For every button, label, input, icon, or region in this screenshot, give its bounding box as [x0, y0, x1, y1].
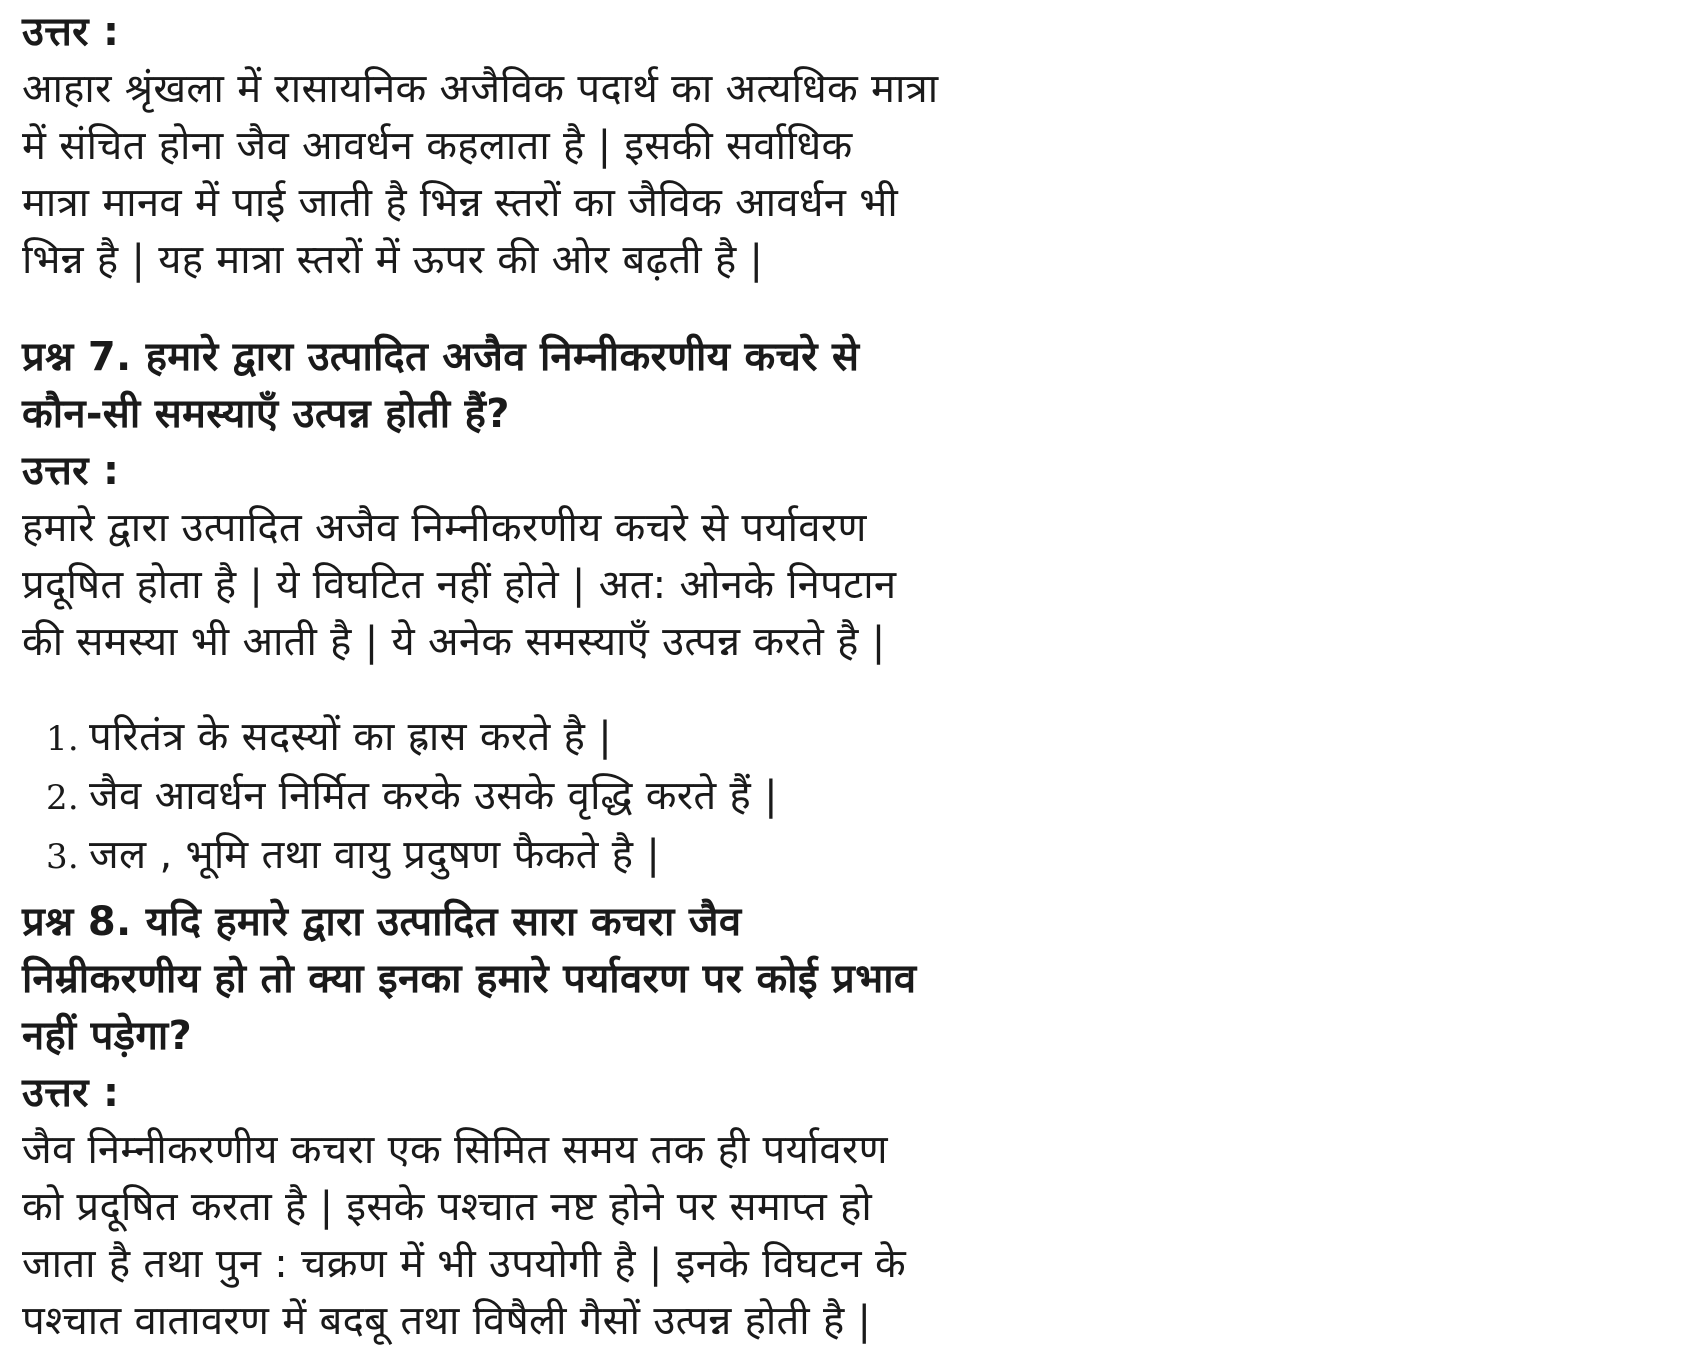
- question-line: प्रश्न 7. हमारे द्वारा उत्पादित अजैव निम्नीकरणीय कचरे से: [22, 334, 860, 380]
- list-number: 1.: [46, 719, 80, 759]
- answer-label: उत्तर :: [22, 9, 120, 55]
- answer-line: में संचित होना जैव आवर्धन कहलाता है | इसकी सर्वाधिक: [22, 123, 853, 169]
- spacer: [22, 886, 1662, 894]
- answer-line: आहार श्रृंखला में रासायनिक अजैविक पदार्थ का अत्यधिक मात्रा: [22, 66, 939, 112]
- answer-line: की समस्या भी आती है | ये अनेक समस्याएँ उत्पन्न करते है |: [22, 619, 886, 665]
- list-text: परितंत्र के सदस्यों का ह्रास करते है |: [89, 714, 613, 760]
- question-8: [22, 894, 1662, 1350]
- list-item: [22, 827, 1662, 886]
- spacer: [22, 289, 1662, 329]
- list-number: 3.: [46, 837, 80, 877]
- answer-7-list: [22, 709, 1662, 886]
- answer-line: हमारे द्वारा उत्पादित अजैव निम्नीकरणीय कचरे से पर्यावरण: [22, 505, 867, 551]
- question-line: कौन-सी समस्याएँ उत्पन्न होती हैं?: [22, 391, 510, 437]
- answer-line: जाता है तथा पुन : चक्रण में भी उपयोगी है | इनके विघटन के: [22, 1241, 906, 1287]
- answer-line: पश्चात वातावरण में बदबू तथा विषैली गैसों उत्पन्न होती है |: [22, 1298, 872, 1344]
- list-item: [22, 768, 1662, 827]
- question-line: प्रश्न 8. यदि हमारे द्वारा उत्पादित सारा कचरा जैव: [22, 899, 742, 945]
- list-item: [22, 709, 1662, 768]
- answer-line: भिन्न है | यह मात्रा स्तरों में ऊपर की ओर बढ़ती है |: [22, 237, 764, 283]
- answer-line: जैव निम्नीकरणीय कचरा एक सिमित समय तक ही पर्यावरण: [22, 1127, 888, 1173]
- answer-line: को प्रदूषित करता है | इसके पश्चात नष्ट होने पर समाप्त हो: [22, 1184, 873, 1230]
- question-line: नहीं पड़ेगा?: [22, 1013, 193, 1059]
- list-text: जैव आवर्धन निर्मित करके उसके वृद्धि करते हैं |: [89, 773, 778, 819]
- spacer: [22, 671, 1662, 709]
- answer-line: मात्रा मानव में पाई जाती है भिन्न स्तरों का जैविक आवर्धन भी: [22, 180, 899, 226]
- list-number: 2.: [46, 778, 80, 818]
- answer-6: [22, 4, 1662, 289]
- answer-label: उत्तर :: [22, 1070, 120, 1116]
- list-text: जल , भूमि तथा वायु प्रदुषण फैकते है |: [89, 832, 661, 878]
- question-7: [22, 329, 1662, 886]
- document-page: [22, 4, 1662, 1350]
- answer-line: प्रदूषित होता है | ये विघटित नहीं होते | अत: ओनके निपटान: [22, 562, 897, 608]
- answer-label: उत्तर :: [22, 448, 120, 494]
- question-line: निम्रीकरणीय हो तो क्या इनका हमारे पर्यावरण पर कोई प्रभाव: [22, 956, 917, 1002]
